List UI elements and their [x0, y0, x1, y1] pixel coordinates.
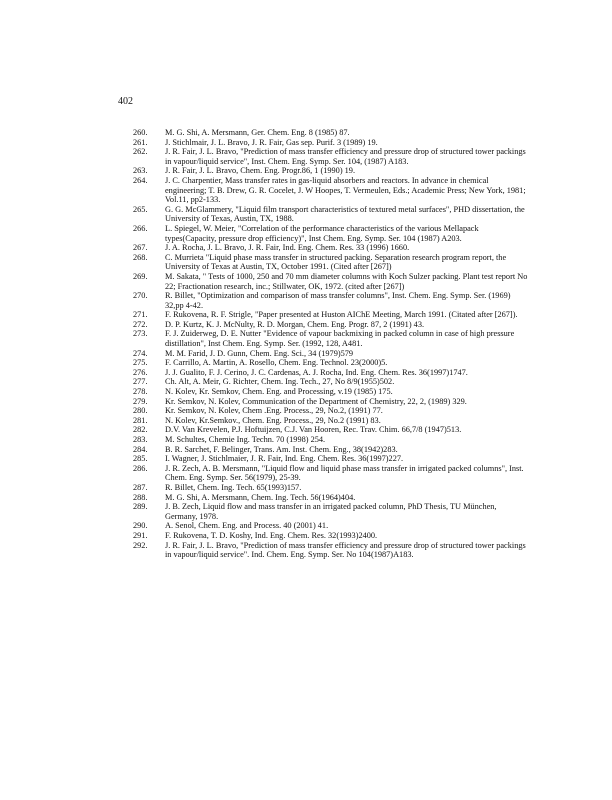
reference-text: M. G. Shi, A. Mersmann, Chem. Ing. Tech. 56(1964)404. [165, 492, 356, 502]
reference-text: L. Spiegel, W. Meier, "Correlation of the performance characteristics of the various Mellapack types(Capacity, pressure drop efficiency)", Inst Chem. Eng. Symp. Ser. 104 (1987) A203. [165, 223, 479, 243]
page-number: 402 [118, 96, 133, 107]
reference-text: J. R. Fair, J. L. Bravo, "Prediction of mass transfer efficiency and pressure drop of structured tower packings in vapour/liquid service". Ind. Chem. Eng. Symp. Ser. No 104(1987)A183. [165, 540, 526, 560]
reference-item [133, 128, 528, 138]
reference-item [133, 530, 528, 541]
reference-item [133, 444, 528, 455]
reference-text: Ch. Alt, A. Meir, G. Richter, Chem. Ing. Tech., 27, No 8/9(1955)502. [165, 377, 395, 387]
reference-number: 284. [133, 444, 148, 454]
reference-item [133, 540, 528, 560]
reference-number: 283. [133, 435, 148, 444]
reference-text: M. M. Farid, J. D. Gunn, Chem. Eng. Sci., 34 (1979)579 [165, 348, 354, 358]
reference-number: 286. [133, 463, 148, 473]
reference-number: 276. [133, 367, 148, 377]
reference-text: I. Wagner, J. Stichlmaier, J. R. Fair, Ind. Eng. Chem. Res. 36(1997)227. [165, 454, 404, 464]
reference-number: 288. [133, 492, 148, 502]
reference-number: 280. [133, 406, 148, 416]
reference-number: 268. [133, 252, 148, 262]
reference-item [133, 463, 528, 483]
reference-number: 267. [133, 243, 148, 253]
reference-number: 274. [133, 348, 148, 358]
reference-item [133, 348, 528, 359]
reference-number: 277. [133, 377, 148, 387]
reference-item [133, 223, 528, 243]
reference-number: 260. [133, 128, 148, 137]
reference-number: 262. [133, 147, 148, 157]
reference-item [133, 406, 528, 416]
reference-item [133, 492, 528, 503]
reference-item [133, 425, 528, 435]
reference-item [133, 396, 528, 407]
reference-item [133, 175, 528, 205]
reference-number: 261. [133, 137, 148, 147]
reference-number: 291. [133, 530, 148, 540]
reference-text: D.V. Van Krevelen, P.J. Hoftuijzen, C.J. Van Hooren, Rec. Trav. Chim. 66,7/8 (1947)513. [165, 425, 462, 435]
reference-item [133, 291, 528, 310]
reference-number: 287. [133, 482, 148, 492]
reference-text: G. G. McGlammery, "Liquid film transport characteristics of textured metal surfaces", PHD dissertation, the University of Texas, Austin, TX, 1988. [165, 204, 525, 224]
reference-text: F. Rukovena, T. D. Koshy, Ind. Eng. Chem. Res. 32(1993)2400. [165, 530, 378, 540]
reference-number: 279. [133, 396, 148, 406]
reference-list [133, 128, 528, 560]
reference-number: 289. [133, 502, 148, 512]
reference-text: M. Schultes, Chemie Ing. Techn. 70 (1998) 254. [165, 435, 326, 444]
reference-number: 285. [133, 454, 148, 464]
reference-number: 292. [133, 540, 148, 550]
reference-number: 264. [133, 175, 148, 185]
reference-number: 270. [133, 291, 148, 301]
reference-number: 275. [133, 358, 148, 368]
reference-number: 281. [133, 415, 148, 425]
reference-text: J. R. Zech, A. B. Mersmann, "Liquid flow and liquid phase mass transfer in irrigated packed columns", Inst. Chem. Eng. Symp. Ser. 56(1979), 25-39. [165, 463, 524, 483]
reference-text: N. Kolev, Kr. Semkov, Chem. Eng. and Processing, v.19 (1985) 175. [165, 387, 393, 397]
reference-number: 273. [133, 329, 148, 339]
reference-item [133, 137, 528, 148]
reference-item [133, 454, 528, 464]
reference-number: 278. [133, 387, 148, 397]
reference-text: J. R. Fair, J. L. Bravo, "Prediction of mass transfer efficiency and pressure drop of structured tower packings in vapour/liquid service", Inst. Chem. Eng. Symp. Ser. 104, (1987) A183. [165, 147, 526, 166]
reference-item [133, 310, 528, 320]
reference-number: 265. [133, 204, 148, 214]
reference-text: D. P. Kurtz, K. J. McNulty, R. D. Morgan, Chem. Eng. Progr. 87, 2 (1991) 43. [165, 319, 425, 329]
reference-text: R. Billet, Chem. Ing. Tech. 65(1993)157. [165, 482, 302, 492]
reference-text: F. Carrillo, A. Martin, A. Rosello, Chem. Eng. Technol. 23(2000)5. [165, 358, 388, 368]
reference-item [133, 367, 528, 378]
reference-item [133, 358, 528, 368]
reference-item [133, 502, 528, 521]
reference-text: M. Sakata, " Tests of 1000, 250 and 70 mm diameter columns with Koch Sulzer packing. Plant test report No 22; Fractionation research, inc.; Stillwater, OK, 1972. (cited after [267]) [165, 271, 528, 291]
reference-item [133, 166, 528, 176]
reference-text: J. A. Rocha, J. L. Bravo, J. R. Fair, Ind. Eng. Chem. Res. 33 (1996) 1660. [165, 243, 410, 253]
reference-number: 269. [133, 271, 148, 281]
reference-text: J. R. Fair, J. L. Bravo, Chem. Eng. Progr.86, 1 (1990) 19. [165, 166, 356, 176]
reference-item [133, 252, 528, 272]
reference-text: Kr. Semkov, N. Kolev, Communication of the Department of Chemistry, 22, 2, (1989) 329. [165, 396, 467, 406]
reference-item [133, 482, 528, 493]
reference-item [133, 377, 528, 387]
reference-item [133, 319, 528, 330]
reference-number: 272. [133, 319, 148, 329]
reference-item [133, 204, 528, 224]
reference-item [133, 435, 528, 445]
reference-text: F. Rukovena, R. F. Strigle, "Paper presented at Huston AIChE Meeting, March 1991. (Citated after [267]). [165, 310, 518, 320]
reference-text: R. Billet, "Optimization and comparison of mass transfer columns", Inst. Chem. Eng. Symp. Ser. (1969) 32,pp 4-42. [165, 291, 511, 310]
reference-item [133, 415, 528, 426]
reference-text: M. G. Shi, A. Mersmann, Ger. Chem. Eng. 8 (1985) 87. [165, 128, 350, 137]
reference-text: N. Kolev, Kr.Semkov., Chem. Eng. Process., 29, No.2 (1991) 83. [165, 415, 381, 425]
reference-number: 266. [133, 223, 148, 233]
reference-item [133, 271, 528, 291]
reference-item [133, 521, 528, 531]
reference-text: J. J. Gualito, F. J. Cerino, J. C. Cardenas, A. J. Rocha, Ind. Eng. Chem. Res. 36(1997)1747. [165, 367, 468, 377]
reference-item [133, 243, 528, 253]
reference-item [133, 329, 528, 349]
reference-text: J. Stichlmair, J. L. Bravo, J. R. Fair, Gas sep. Purif. 3 (1989) 19. [165, 137, 378, 147]
reference-number: 263. [133, 166, 148, 176]
reference-text: Kr. Semkov, N. Kolev, Chem .Eng. Process., 29, No.2, (1991) 77. [165, 406, 383, 416]
reference-item [133, 147, 528, 166]
reference-text: A. Senol, Chem. Eng. and Process. 40 (2001) 41. [165, 521, 329, 531]
reference-item [133, 387, 528, 397]
reference-text: C. Murrieta "Liquid phase mass transfer in structured packing. Separation research program report, the University of Texas at Austin, TX, October 1991. (Cited after [267]) [165, 252, 507, 272]
reference-text: F. J. Zuiderweg, D. E. Nutter "Evidence of vapour backmixing in packed column in case of high pressure distillation", Inst Chem. Eng. Symp. Ser. (1992, 128, A481. [165, 329, 515, 349]
reference-text: J. C. Charpentier, Mass transfer rates in gas-liquid absorbers and reactors. In advance in chemical engineering; T. B. Drew, G. R. Cocelet, J. W Hoopes, T. Vermeulen, Eds.; Academic Press; New York, 1981; Vol.11, pp2-133. [165, 175, 526, 205]
reference-number: 282. [133, 425, 148, 435]
reference-number: 271. [133, 310, 148, 320]
reference-number: 290. [133, 521, 148, 531]
reference-text: B. R. Sarchet, F. Belinger, Trans. Am. Inst. Chem. Eng., 38(1942)283. [165, 444, 398, 454]
reference-text: J. B. Zech, Liquid flow and mass transfer in an irrigated packed column, PhD Thesis, TU München, Germany, 1978. [165, 502, 497, 521]
